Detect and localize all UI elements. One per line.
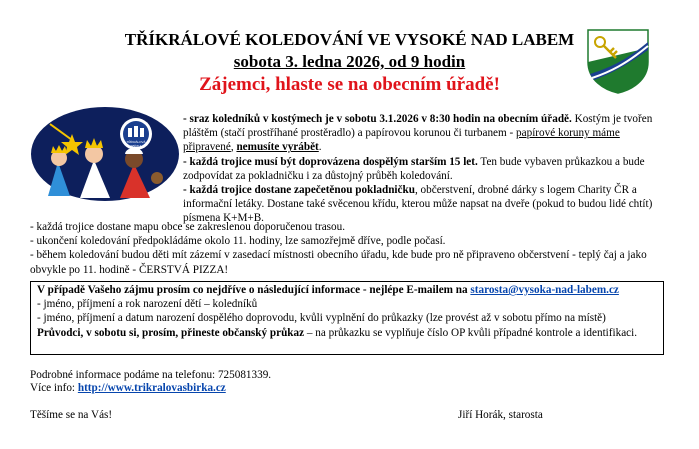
- info-map: - každá trojice dostane mapu obce se zakreslenou doporučenou trasou.: [30, 221, 345, 233]
- more-info: Více info: http://www.trikralovasbirka.cz: [30, 382, 226, 394]
- registration-note: Průvodci, v sobotu si, prosím, přineste občanský průkaz – na průkazku se vyplňuje číslo OP kvůli případné kontrole a identifikaci.: [37, 326, 638, 339]
- greeting: Těšíme se na Vás!: [30, 409, 113, 421]
- three-kings-illustration: [30, 104, 180, 202]
- municipal-crest-icon: [586, 28, 650, 94]
- registration-item: - jméno, příjmení a rok narození dětí – koledníků: [37, 298, 258, 311]
- registration-intro: V případě Vašeho zájmu prosím co nejdříve o následující informace - nejlépe E-mailem na starosta@vysoka-nad-labem.cz: [37, 284, 619, 296]
- signature: Jiří Horák, starosta: [458, 409, 543, 421]
- info-meeting: - sraz koledníků v kostýmech je v sobotu 3.1.2026 v 8:30 hodin na obecním úřadě. Kostým je tvořen pláštěm (stačí prostříhané prostěradlo) a papírovou korunou či turbanem - papírové koruny máme připravené, nemusíte vyrábět.: [183, 113, 653, 154]
- registration-item: - jméno, příjmení a datum narození dospělého doprovodu, kvůli vyplnění do průkazky (lze provést až v sobotu přímo na místě): [37, 312, 606, 325]
- info-box: - každá trojice dostane zapečetěnou pokladničku, občerstvení, drobné dárky s logem Charity ČR a informační letáky. Dostane také svěcenou křídu, kterou může napsat na dveře (pokud to budou lidé chtít) písmena K+M+B.: [183, 184, 653, 225]
- info-end: - ukončení koledování předpokládáme okolo 11. hodiny, lze samozřejmě dříve, podle počasí.: [30, 235, 446, 248]
- info-refresh: - během koledování budou děti mít zázemí v zasedací místnosti obecního úřadu, kde bude pro ně připraveno občerstvení - teplý čaj a jako obvykle po 11. hodině - ČERSTVÁ PIZZA!: [30, 249, 647, 276]
- info-block: [183, 112, 673, 226]
- phone-info: Podrobné informace podáme na telefonu: 725081339.: [30, 369, 272, 381]
- info-adult: - každá trojice musí být doprovázena dospělým starším 15 let. Ten bude vybaven průkazkou a bude zodpovídat za pokladničku i za důstojný průběh koledování.: [183, 155, 645, 182]
- badge-text-1: TŘÍKRÁLOVÁ: [126, 140, 146, 144]
- call-to-action: Zájemci, hlaste se na obecním úřadě!: [199, 74, 500, 95]
- event-date: sobota 3. ledna 2026, od 9 hodin: [233, 52, 466, 71]
- page-title: TŘÍKRÁLOVÉ KOLEDOVÁNÍ VE VYSOKÉ NAD LABEM: [124, 30, 575, 49]
- badge-text-2: SBÍRKA: [130, 144, 142, 148]
- email-link[interactable]: starosta@vysoka-nad-labem.cz: [470, 284, 619, 296]
- info-block-2: [30, 220, 673, 277]
- registration-box: [30, 281, 664, 355]
- website-link[interactable]: http://www.trikralovasbirka.cz: [77, 382, 226, 394]
